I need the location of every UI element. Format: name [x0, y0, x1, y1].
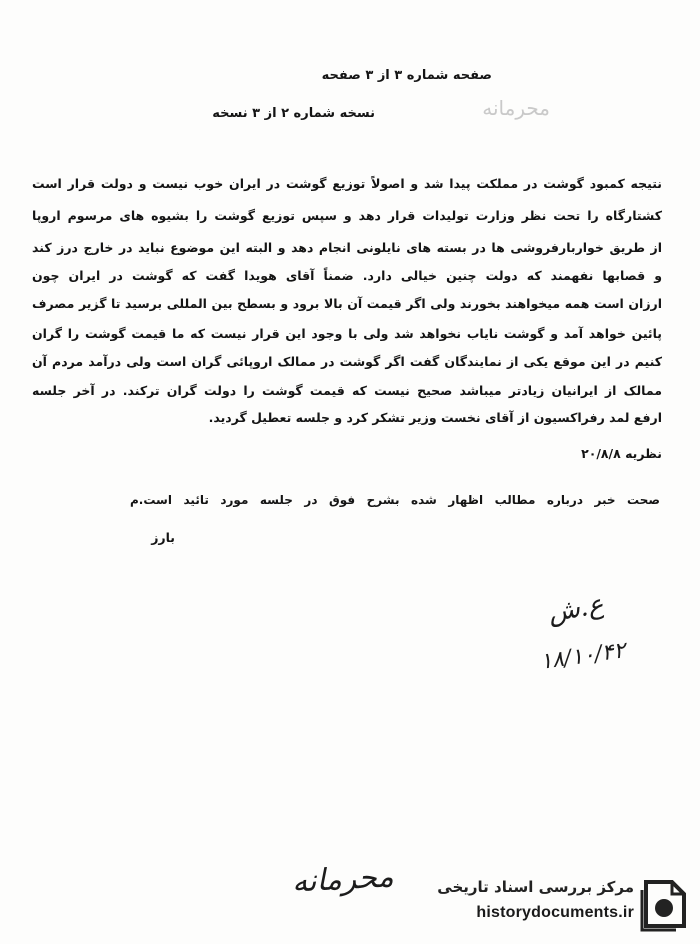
watermark-title: مرکز بررسی اسناد تاریخی — [437, 878, 634, 896]
body-line: کشتارگاه را تحت نظر وزارت تولیدات قرار دهد و سپس توزیع گوشت را بشیوه های مرسوم اروپا — [32, 208, 662, 223]
body-line: و قصابها نفهمند که دولت چنین خیالی دارد. ضمناً آقای هویدا گفت که گوشت در ایران چون — [32, 268, 662, 283]
body-line: پائین خواهد آمد و گوشت نایاب نخواهد شد ولی با وجود این قرار نیست که ما قیمت گوشت را گران — [32, 326, 662, 341]
watermark-url: historydocuments.ir — [476, 904, 634, 921]
body-line: ارفع لمد رفراکسیون از آقای نخست وزیر تشکر کرد و جلسه تعطیل گردید. — [208, 410, 662, 425]
page-number-label: صفحه شماره ۳ از ۳ صفحه — [321, 68, 492, 83]
body-line: نتیجه کمبود گوشت در مملکت پیدا شد و اصولاً توزیع گوشت در ایران خوب نیست و دولت قرار است — [32, 176, 662, 191]
copy-number-label: نسخه شماره ۲ از ۳ نسخه — [212, 106, 375, 121]
confirmation-text: صحت خبر درباره مطالب اظهار شده بشرح فوق در جلسه مورد تائید است.م — [130, 493, 660, 507]
confirmation-signature: بارز — [151, 530, 175, 545]
body-line: از طریق خواربارفروشی ها در بسته های نایلونی انجام دهد و البته این موضوع نباید در خارج درز کند — [32, 240, 662, 255]
handwritten-initials: ع.ش — [545, 589, 606, 629]
body-line: کنیم در این موقع یکی از نمایندگان گفت اگر گوشت در ممالک اروپائی گران است ولی درآمد مردم آن — [32, 354, 662, 369]
footer-confidential-stamp: محرمانه — [291, 859, 395, 900]
body-line: ارزان است همه میخواهند بخورند ولی اگر قیمت آن بالا برود و بسطح بین المللی برسید تا گزیر مصرف — [32, 296, 662, 311]
document-archive-icon — [638, 876, 688, 932]
faded-confidential-stamp: محرمانه — [482, 96, 550, 120]
signature-line: نظریه ۲۰/۸/۸ — [581, 446, 662, 461]
handwritten-date: ۱۸/۱۰/۴۲ — [538, 638, 628, 675]
watermark-logo — [410, 874, 690, 936]
body-line: ممالک از ایرانیان زیادتر میباشد صحیح نیست که قیمت گوشت را دولت گران ترکند. در آخر جلسه — [32, 383, 662, 398]
